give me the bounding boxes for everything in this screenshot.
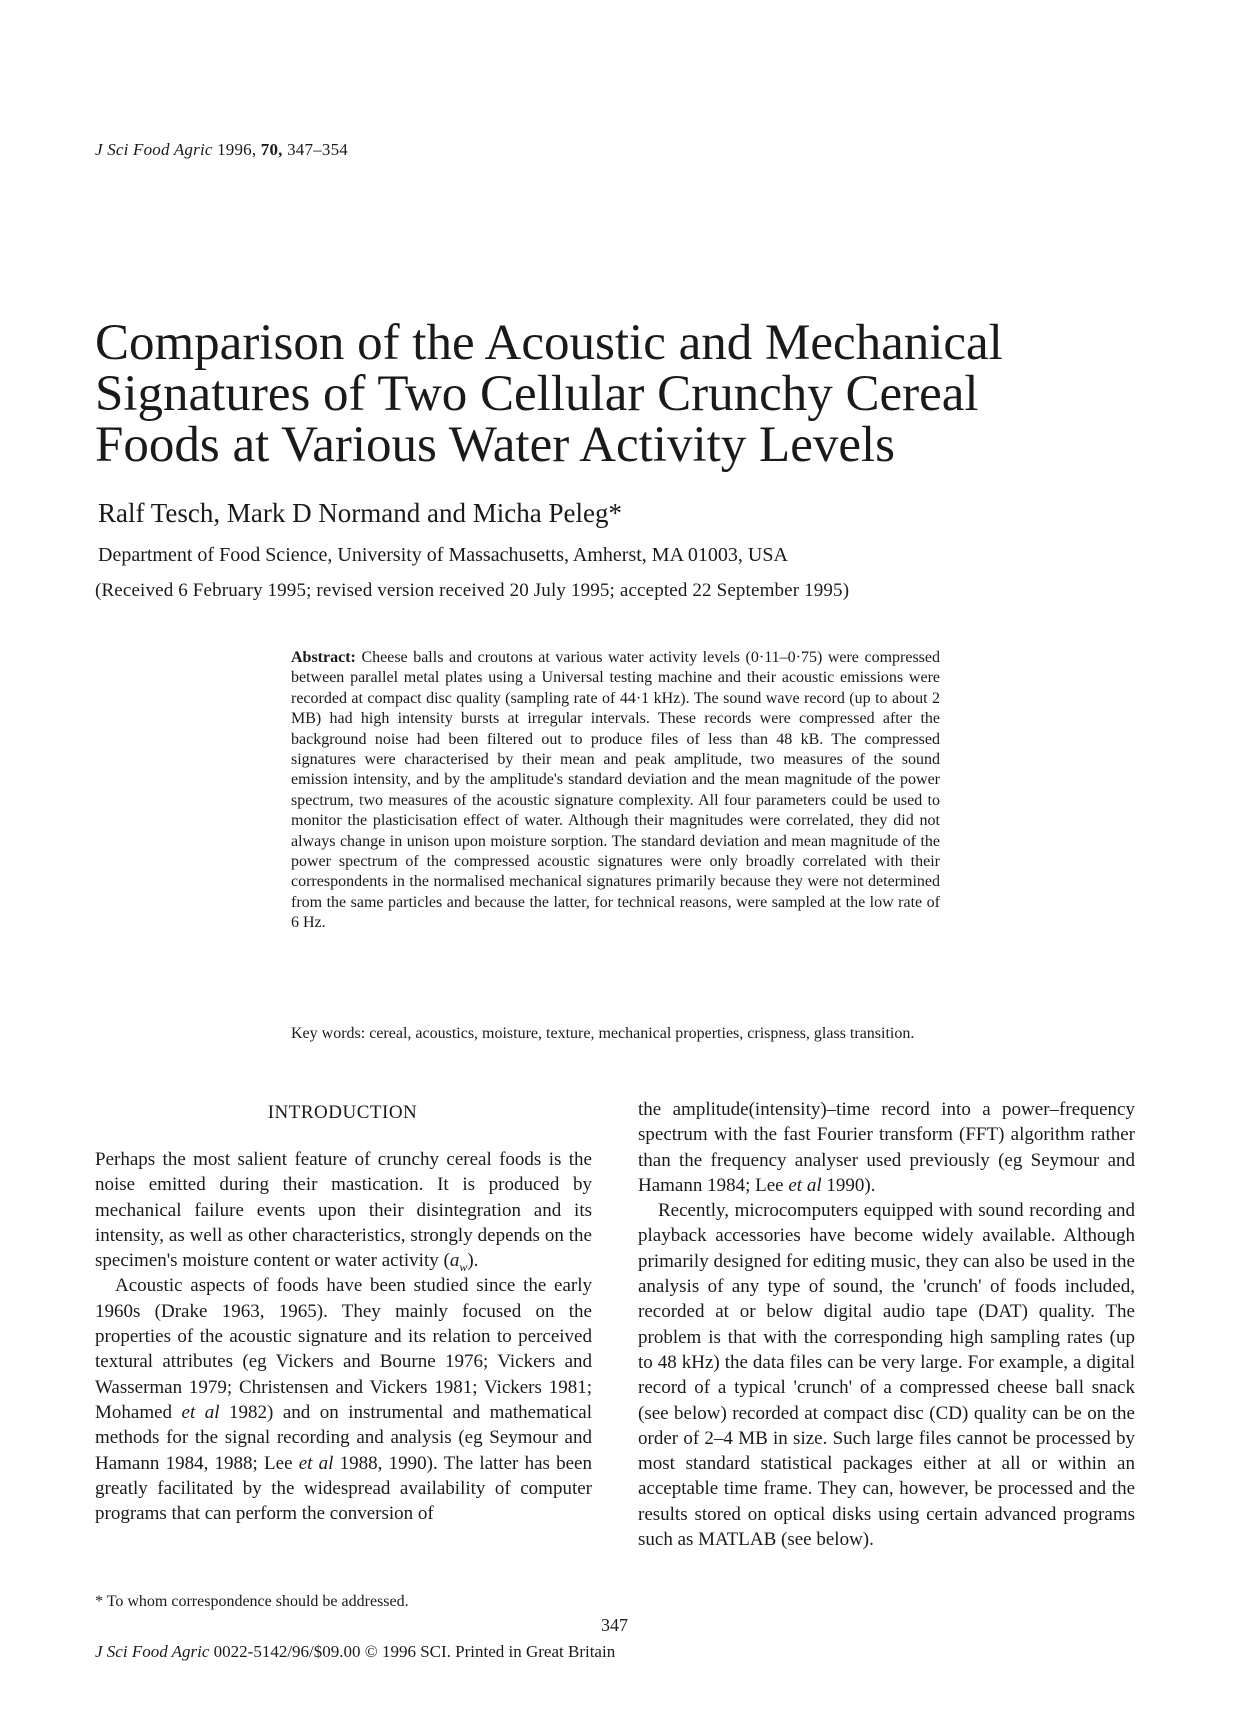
title-line: Foods at Various Water Activity Levels: [95, 417, 895, 473]
title-line: Signatures of Two Cellular Crunchy Cereal: [95, 366, 979, 422]
received-dates: (Received 6 February 1995; revised version received 20 July 1995; accepted 22 September 1995): [95, 580, 850, 601]
intro-paragraph-continued: the amplitude(intensity)–time record into a power–frequency spectrum with the fast Fourier transform (FFT) algorithm rather than the frequency analyser used previously (eg Seymour and Hamann 1984; Lee et al 1990).: [638, 1099, 1135, 1196]
affiliation: Department of Food Science, University of Massachusetts, Amherst, MA 01003, USA: [98, 544, 788, 566]
intro-paragraph-1: Perhaps the most salient feature of crunchy cereal foods is the noise emitted during their mastication. It is produced by mechanical failure events upon their disintegration and its intensity, as well as other characteristics, strongly depends on the specimen's moisture content or water activity $(a_w)$.: [95, 1149, 592, 1274]
footnote: * To whom correspondence should be addressed.: [95, 1593, 409, 1610]
authors: Ralf Tesch, Mark D Normand and Micha Peleg*: [98, 498, 622, 528]
page-number: 347: [601, 1615, 628, 1635]
journal-name: J Sci Food Agric: [95, 140, 213, 159]
right-column: [638, 1097, 1135, 1552]
title-line: Comparison of the Acoustic and Mechanical: [95, 315, 1003, 371]
journal-header: [95, 140, 348, 160]
journal-year: 1996,: [217, 140, 257, 159]
keywords: Key words: cereal, acoustics, moisture, texture, mechanical properties, crispness, glass transition.: [291, 1025, 915, 1042]
intro-paragraph-3: Recently, microcomputers equipped with sound recording and playback accessories have become widely available. Although primarily designed for editing music, they can also be used in the analysis of any type of sound, the 'crunch' of foods included, recorded at or below digital audio tape (DAT) quality. The problem is that with the corresponding high sampling rates (up to 48 kHz) the data files can be very large. For example, a digital record of a typical 'crunch' of a compressed cheese ball snack (see below) recorded at compact disc (CD) quality can be on the order of 2–4 MB in size. Such large files cannot be processed by most standard statistical packages either at all or within an acceptable time frame. They can, however, be processed and the results stored on optical disks using certain advanced programs such as MATLAB (see below).: [638, 1200, 1135, 1551]
page-footer: [95, 1642, 615, 1662]
footer-info: 0022-5142/96/$09.00 © 1996 SCI. Printed in Great Britain: [209, 1642, 616, 1661]
journal-volume: 70,: [260, 140, 283, 159]
abstract: [291, 648, 940, 934]
paper-title: [95, 315, 1155, 473]
intro-paragraph-2: Acoustic aspects of foods have been studied since the early 1960s (Drake 1963, 1965). They mainly focused on the properties of the acoustic signature and its relation to perceived textural attributes (eg Vickers and Bourne 1976; Vickers and Wasserman 1979; Christensen and Vickers 1981; Vickers 1981; Mohamed et al 1982) and on instrumental and mathematical methods for the signal recording and analysis (eg Seymour and Hamann 1984, 1988; Lee et al 1988, 1990). The latter has been greatly facilitated by the widespread availability of computer programs that can perform the conversion of: [95, 1275, 592, 1525]
abstract-text: Cheese balls and croutons at various water activity levels (0·11–0·75) were compressed between parallel metal plates using a Universal testing machine and their acoustic emissions were recorded at compact disc quality (sampling rate of 44·1 kHz). The sound wave record (up to about 2 MB) had high intensity bursts at irregular intervals. These records were compressed after the background noise had been filtered out to produce files of less than 48 kB. The compressed signatures were characterised by their mean and peak amplitude, two measures of the sound emission intensity, and by the amplitude's standard deviation and the mean magnitude of the power spectrum, two measures of the acoustic signature complexity. All four parameters could be used to monitor the plasticisation effect of water. Although their magnitudes were correlated, they did not always change in unison upon moisture sorption. The standard deviation and mean magnitude of the power spectrum of the compressed acoustic signatures were only broadly correlated with their correspondents in the normalised mechanical signatures primarily because they were not determined from the same particles and because the latter, for technical reasons, were sampled at the low rate of 6 Hz.: [291, 649, 940, 932]
left-column: [95, 1147, 592, 1526]
abstract-label: Abstract:: [291, 649, 356, 666]
section-heading-introduction: INTRODUCTION: [267, 1102, 418, 1123]
journal-pages: 347–354: [287, 140, 348, 159]
footer-journal: J Sci Food Agric: [95, 1642, 210, 1661]
